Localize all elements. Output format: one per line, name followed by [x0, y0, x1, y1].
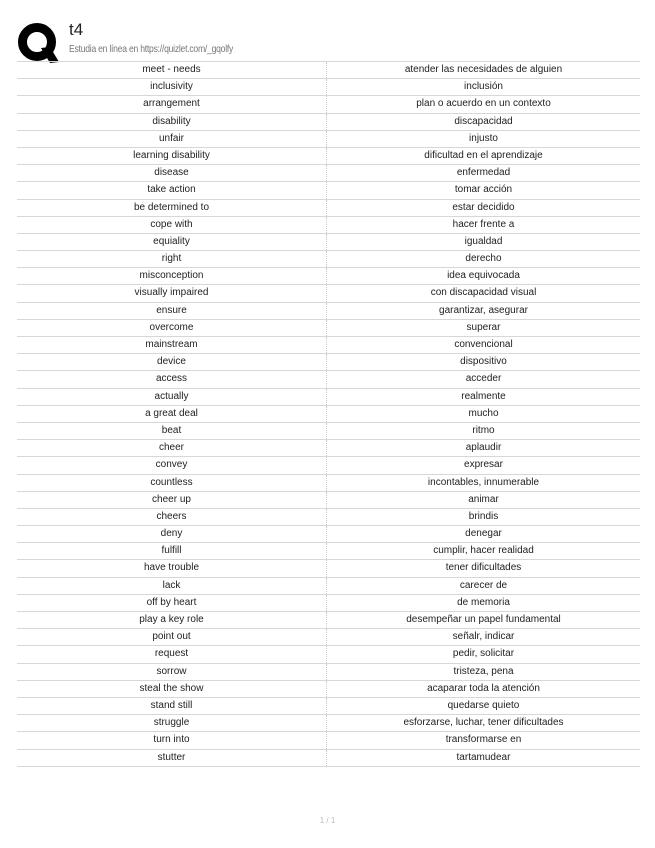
- table-row: [17, 371, 640, 388]
- card-term: ensure: [17, 303, 327, 319]
- card-term: unfair: [17, 131, 327, 147]
- page-indicator: 1 / 1: [319, 816, 336, 825]
- set-title: t4: [69, 20, 84, 39]
- card-term: mainstream: [17, 337, 327, 353]
- card-definition: convencional: [454, 339, 513, 350]
- table-row: [17, 509, 640, 526]
- table-row: [17, 79, 640, 96]
- card-definition: acaparar toda la atención: [427, 682, 540, 694]
- table-row: [17, 114, 640, 131]
- card-term: device: [17, 354, 327, 370]
- card-definition: dispositivo: [460, 356, 507, 368]
- card-term: cope with: [17, 217, 327, 233]
- card-term: access: [17, 371, 327, 387]
- table-row: [17, 96, 640, 113]
- card-definition: idea equivocada: [447, 270, 520, 282]
- card-definition: ritmo: [472, 424, 495, 436]
- card-term: countless: [17, 475, 327, 491]
- card-definition: expresar: [464, 459, 503, 471]
- set-source-link: Estudia en línea en https://quizlet.com/_gqolfy: [69, 43, 234, 55]
- table-row: [17, 337, 640, 354]
- card-definition: hacer frente a: [452, 218, 515, 230]
- table-row: [17, 389, 640, 406]
- card-term: request: [17, 646, 327, 662]
- card-definition: con discapacidad visual: [430, 287, 537, 299]
- table-row: [17, 595, 640, 612]
- card-definition: tomar acción: [454, 184, 513, 196]
- table-row: [17, 182, 640, 199]
- table-row: [17, 457, 640, 474]
- table-row: [17, 217, 640, 234]
- card-definition: incontables, innumerable: [427, 476, 540, 488]
- table-row: [17, 268, 640, 285]
- card-definition: tartamudear: [456, 751, 511, 763]
- card-term: have trouble: [17, 560, 327, 576]
- card-definition: garantizar, asegurar: [439, 304, 528, 316]
- table-row: [17, 629, 640, 646]
- card-term: meet - needs: [17, 62, 327, 78]
- card-term: take action: [17, 182, 327, 198]
- card-definition: carecer de: [459, 579, 508, 591]
- table-row: [17, 62, 640, 79]
- card-definition: injusto: [469, 132, 498, 144]
- card-term: right: [17, 251, 327, 267]
- table-row: [17, 406, 640, 423]
- card-term: disability: [17, 114, 327, 130]
- table-row: [17, 526, 640, 543]
- table-row: [17, 200, 640, 217]
- table-row: [17, 320, 640, 337]
- card-term: be determined to: [17, 200, 327, 216]
- card-term: equiality: [17, 234, 327, 250]
- table-row: [17, 475, 640, 492]
- table-row: [17, 543, 640, 560]
- card-term: lack: [17, 578, 327, 594]
- card-definition: denegar: [465, 528, 502, 540]
- card-definition: esforzarse, luchar, tener dificultades: [403, 717, 564, 729]
- card-definition: tener dificultades: [445, 562, 522, 574]
- card-term: play a key role: [17, 612, 327, 628]
- card-definition: estar decidido: [452, 201, 515, 213]
- card-term: fulfill: [17, 543, 327, 559]
- table-row: [17, 681, 640, 698]
- card-definition: aplaudir: [465, 442, 502, 454]
- card-definition: transformarse en: [445, 734, 522, 746]
- card-term: struggle: [17, 715, 327, 731]
- table-row: [17, 440, 640, 457]
- card-term: stand still: [17, 698, 327, 714]
- card-definition: inclusión: [464, 81, 503, 93]
- table-row: [17, 251, 640, 268]
- card-definition: brindis: [468, 510, 499, 522]
- card-definition: desempeñar un papel fundamental: [406, 614, 561, 625]
- card-term: cheers: [17, 509, 327, 525]
- card-term: off by heart: [17, 595, 327, 611]
- card-definition: dificultad en el aprendizaje: [424, 149, 543, 161]
- card-term: beat: [17, 423, 327, 439]
- card-term: sorrow: [17, 664, 327, 680]
- card-term: inclusivity: [17, 79, 327, 95]
- table-row: [17, 578, 640, 595]
- card-term: learning disability: [17, 148, 327, 164]
- card-term: cheer up: [17, 492, 327, 508]
- card-definition: cumplir, hacer realidad: [433, 545, 534, 557]
- card-term: stutter: [17, 750, 327, 766]
- table-row: [17, 612, 640, 629]
- card-definition: señalr, indicar: [452, 631, 515, 643]
- table-row: [17, 664, 640, 681]
- card-term: turn into: [17, 732, 327, 748]
- table-row: [17, 131, 640, 148]
- card-definition: tristeza, pena: [453, 665, 514, 677]
- card-term: steal the show: [17, 681, 327, 697]
- card-definition: animar: [468, 493, 499, 505]
- card-term: convey: [17, 457, 327, 473]
- table-row: [17, 492, 640, 509]
- card-definition: enfermedad: [456, 167, 511, 179]
- card-definition: superar: [466, 321, 501, 333]
- table-row: [17, 646, 640, 663]
- table-row: [17, 148, 640, 165]
- card-term: a great deal: [17, 406, 327, 422]
- table-row: [17, 698, 640, 715]
- table-row: [17, 303, 640, 320]
- document-header: [17, 18, 642, 60]
- card-definition: derecho: [465, 253, 502, 265]
- card-definition: pedir, solicitar: [452, 648, 515, 660]
- card-definition: plan o acuerdo en un contexto: [416, 98, 551, 110]
- card-term: point out: [17, 629, 327, 645]
- flashcard-table: [17, 61, 640, 767]
- card-term: misconception: [17, 268, 327, 284]
- table-row: [17, 234, 640, 251]
- card-definition: quedarse quieto: [447, 699, 520, 711]
- card-definition: de memoria: [457, 596, 510, 608]
- card-term: cheer: [17, 440, 327, 456]
- card-term: overcome: [17, 320, 327, 336]
- card-term: arrangement: [17, 96, 327, 112]
- card-term: actually: [17, 389, 327, 405]
- card-definition: igualdad: [464, 235, 503, 247]
- table-row: [17, 732, 640, 749]
- table-row: [17, 750, 640, 767]
- card-definition: realmente: [461, 390, 506, 402]
- quizlet-logo-icon: [17, 22, 59, 64]
- card-term: visually impaired: [17, 285, 327, 301]
- card-definition: acceder: [465, 373, 502, 385]
- table-row: [17, 560, 640, 577]
- card-definition: discapacidad: [454, 115, 513, 127]
- table-row: [17, 285, 640, 302]
- card-term: deny: [17, 526, 327, 542]
- table-row: [17, 715, 640, 732]
- card-definition: mucho: [468, 407, 499, 419]
- table-row: [17, 423, 640, 440]
- card-definition: atender las necesidades de alguien: [404, 64, 563, 75]
- card-term: disease: [17, 165, 327, 181]
- table-row: [17, 165, 640, 182]
- table-row: [17, 354, 640, 371]
